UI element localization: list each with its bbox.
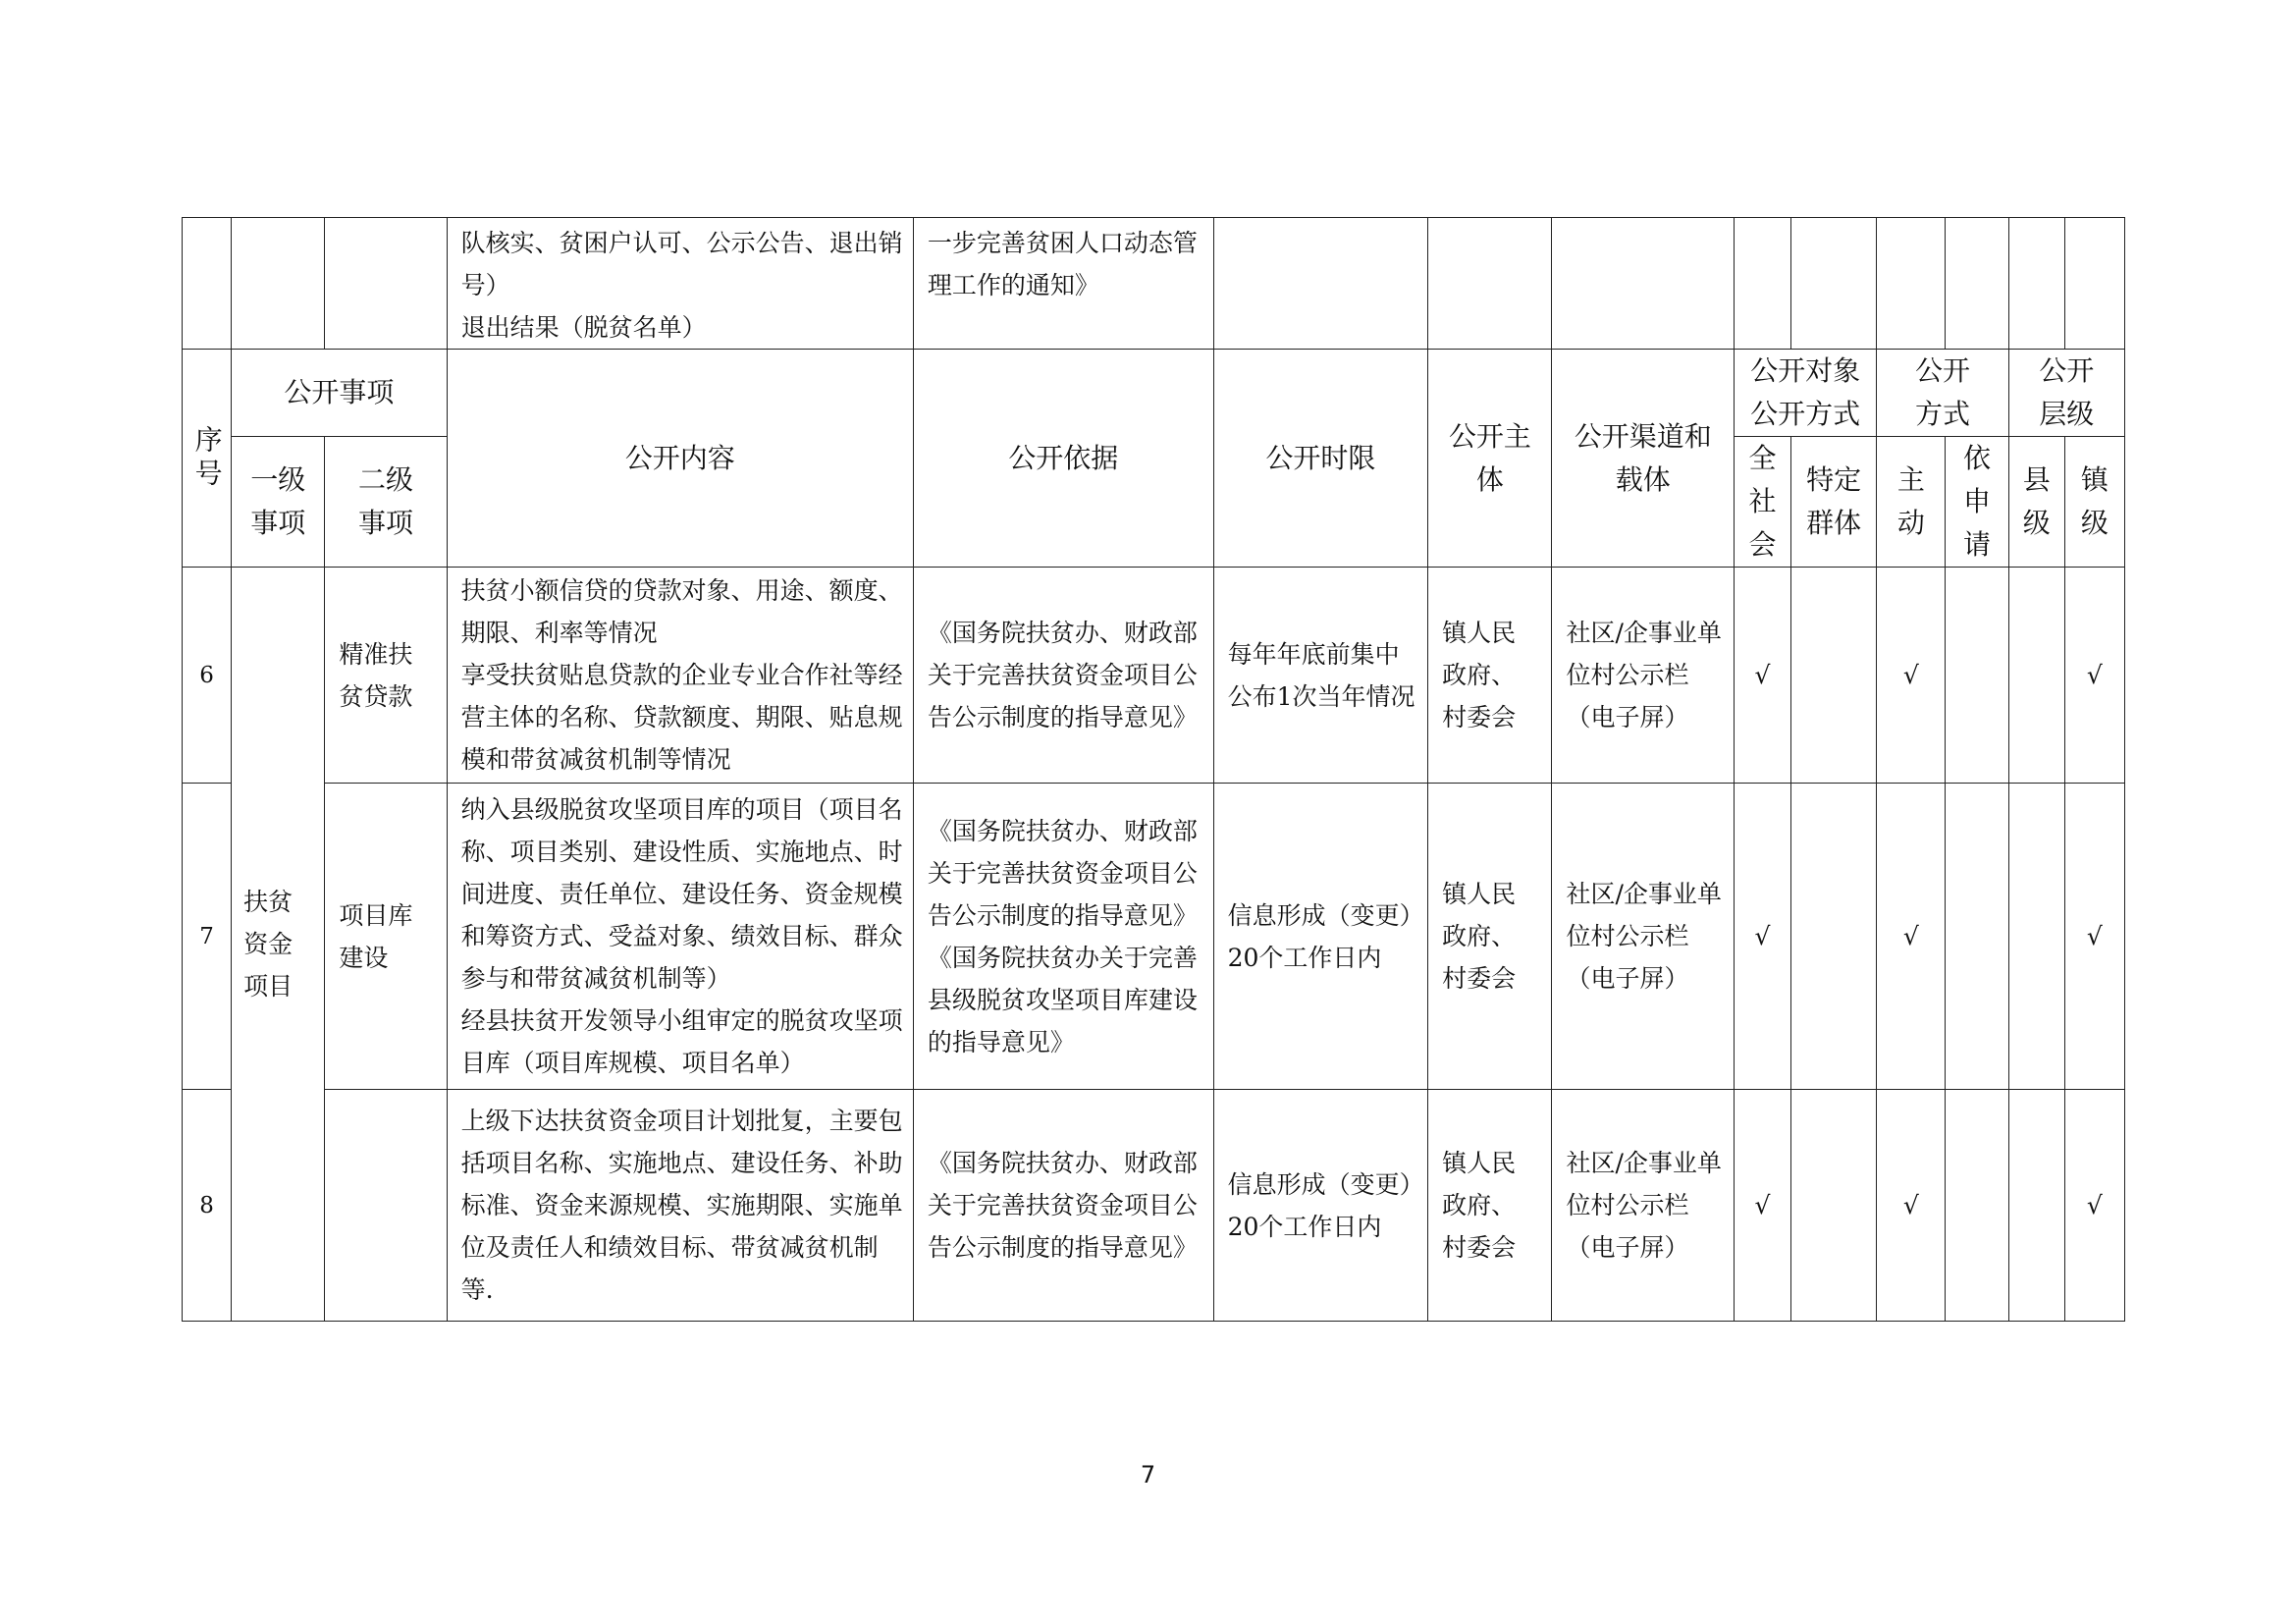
row-seq: 7 xyxy=(183,784,232,1090)
level1-line: 扶贫 xyxy=(243,888,294,916)
header-target xyxy=(1734,350,1876,437)
basis-paragraph: 《国务院扶贫办、财政部关于完善扶贫资金项目公告公示制度的指导意见》 xyxy=(927,1149,1198,1262)
check-all: √ xyxy=(1734,784,1790,1090)
check-request xyxy=(1946,568,2008,784)
header-time: 公开时限 xyxy=(1213,350,1428,568)
basis-paragraph: 《国务院扶贫办、财政部关于完善扶贫资金项目公告公示制度的指导意见》 xyxy=(927,619,1198,731)
row-level2 xyxy=(325,1090,447,1322)
page-number: 7 xyxy=(1140,1461,1156,1489)
header-channel-line: 载体 xyxy=(1615,462,1671,496)
header-channel xyxy=(1552,350,1734,568)
cont-basis-line: 一步完善贫困人口动态管理工作的通知》 xyxy=(927,229,1198,299)
header-level2-line: 二级 xyxy=(358,463,414,496)
check-county xyxy=(2008,784,2064,1090)
table-row xyxy=(183,784,2125,1090)
header-level xyxy=(2008,350,2124,437)
header-method-line: 方式 xyxy=(1914,398,1970,430)
header-level-town xyxy=(2064,437,2124,568)
cont-empty-cell xyxy=(2064,218,2124,350)
header-level-county xyxy=(2008,437,2064,568)
header-method-active-char: 主 xyxy=(1896,463,1925,496)
cont-content-line: 退出结果（脱贫名单） xyxy=(460,313,707,342)
row-basis xyxy=(913,784,1213,1090)
cont-empty-cell xyxy=(1734,218,1790,350)
level2-line: 项目库 xyxy=(339,900,413,930)
cont-seq-cell xyxy=(183,218,232,350)
continuation-row xyxy=(183,218,2125,350)
header-target-specific xyxy=(1791,437,1877,568)
header-subject-line: 体 xyxy=(1475,462,1504,496)
header-target-all-char: 会 xyxy=(1748,528,1777,561)
level1-line: 资金 xyxy=(243,930,294,958)
content-paragraph: 享受扶贫贴息贷款的企业专业合作社等经营主体的名称、贷款额度、期限、贴息规模和带贫减贫机制等情况 xyxy=(460,661,903,774)
check-active: √ xyxy=(1877,568,1946,784)
content-paragraph: 上级下达扶贫资金项目计划批复，主要包括项目名称、实施地点、建设任务、补助标准、资金来源规模、实施期限、实施单位及责任人和绩效目标、带贫减贫机制等. xyxy=(460,1107,903,1304)
header-level-line: 层级 xyxy=(2039,398,2095,430)
cont-empty-cell xyxy=(1552,218,1734,350)
row-subject: 镇人民政府、村委会 xyxy=(1428,1090,1552,1322)
check-county xyxy=(2008,568,2064,784)
table-row xyxy=(183,568,2125,784)
header-target-all-char: 全 xyxy=(1748,442,1777,474)
check-town: √ xyxy=(2064,784,2124,1090)
header-level-county-char: 级 xyxy=(2022,507,2051,539)
header-row-1 xyxy=(183,350,2125,437)
basis-paragraph: 《国务院扶贫办、财政部关于完善扶贫资金项目公告公示制度的指导意见》 xyxy=(927,816,1198,930)
header-level-county-char: 县 xyxy=(2022,463,2051,496)
check-specific xyxy=(1791,1090,1877,1322)
header-level2-line: 事项 xyxy=(358,507,414,539)
row-level2 xyxy=(325,784,447,1090)
row-seq: 6 xyxy=(183,568,232,784)
header-level1-line: 一级 xyxy=(250,463,306,496)
check-all: √ xyxy=(1734,568,1790,784)
header-level-line: 公开 xyxy=(2039,354,2095,387)
level2-line: 精准扶 xyxy=(339,639,413,669)
header-method-request xyxy=(1946,437,2008,568)
row-content xyxy=(447,784,913,1090)
level1-merged-cell xyxy=(232,568,325,1322)
cont-basis-cell xyxy=(913,218,1213,350)
header-target-all xyxy=(1734,437,1790,568)
header-level2 xyxy=(325,437,447,568)
check-specific xyxy=(1791,784,1877,1090)
check-active: √ xyxy=(1877,784,1946,1090)
header-method-active xyxy=(1877,437,1946,568)
content-paragraph: 扶贫小额信贷的贷款对象、用途、额度、期限、利率等情况 xyxy=(460,576,903,647)
check-specific xyxy=(1791,568,1877,784)
header-target-line: 公开对象 xyxy=(1750,354,1861,387)
cont-empty-cell xyxy=(2008,218,2064,350)
table-row xyxy=(183,1090,2125,1322)
header-seq: 序号 xyxy=(183,350,232,568)
header-level-town-char: 级 xyxy=(2080,507,2109,539)
header-target-specific-line: 特定 xyxy=(1806,463,1862,496)
row-time: 信息形成（变更）20个工作日内 xyxy=(1213,1090,1428,1322)
cont-empty-cell xyxy=(1213,218,1428,350)
header-method-request-char: 依 xyxy=(1963,442,1992,474)
row-content xyxy=(447,568,913,784)
header-method-request-char: 申 xyxy=(1963,485,1992,517)
cont-level1-cell xyxy=(232,218,325,350)
row-channel: 社区/企事业单位村公示栏（电子屏） xyxy=(1552,784,1734,1090)
cont-empty-cell xyxy=(1946,218,2008,350)
header-level1 xyxy=(232,437,325,568)
header-basis: 公开依据 xyxy=(913,350,1213,568)
content-paragraph: 经县扶贫开发领导小组审定的脱贫攻坚项目库（项目库规模、项目名单） xyxy=(460,1006,903,1077)
check-town: √ xyxy=(2064,568,2124,784)
header-content: 公开内容 xyxy=(447,350,913,568)
header-method-request-char: 请 xyxy=(1963,528,1992,561)
cont-empty-cell xyxy=(1428,218,1552,350)
cont-content-cell xyxy=(447,218,913,350)
row-seq: 8 xyxy=(183,1090,232,1322)
row-time: 每年年底前集中公布1次当年情况 xyxy=(1213,568,1428,784)
row-level2 xyxy=(325,568,447,784)
header-method-active-char: 动 xyxy=(1896,507,1925,539)
level1-line: 项目 xyxy=(243,972,294,1001)
header-target-specific-line: 群体 xyxy=(1806,507,1862,539)
cont-empty-cell xyxy=(1791,218,1877,350)
row-subject: 镇人民政府、村委会 xyxy=(1428,784,1552,1090)
row-time: 信息形成（变更）20个工作日内 xyxy=(1213,784,1428,1090)
header-method xyxy=(1877,350,2008,437)
row-subject: 镇人民政府、村委会 xyxy=(1428,568,1552,784)
header-method-line: 公开 xyxy=(1914,354,1970,387)
cont-empty-cell xyxy=(1877,218,1946,350)
header-target-line: 公开方式 xyxy=(1750,398,1861,430)
row-content xyxy=(447,1090,913,1322)
header-subject xyxy=(1428,350,1552,568)
header-items: 公开事项 xyxy=(232,350,448,437)
row-channel: 社区/企事业单位村公示栏（电子屏） xyxy=(1552,568,1734,784)
header-channel-line: 公开渠道和 xyxy=(1574,419,1712,453)
disclosure-table xyxy=(182,217,2125,1322)
check-all: √ xyxy=(1734,1090,1790,1322)
check-county xyxy=(2008,1090,2064,1322)
check-town: √ xyxy=(2064,1090,2124,1322)
header-level-town-char: 镇 xyxy=(2080,463,2109,496)
cont-level2-cell xyxy=(325,218,447,350)
header-level1-line: 事项 xyxy=(250,507,306,539)
row-basis xyxy=(913,1090,1213,1322)
header-subject-line: 公开主 xyxy=(1448,419,1531,453)
row-channel: 社区/企事业单位村公示栏（电子屏） xyxy=(1552,1090,1734,1322)
content-paragraph: 纳入县级脱贫攻坚项目库的项目（项目名称、项目类别、建设性质、实施地点、时间进度、责任单位、建设任务、资金规模和筹资方式、受益对象、绩效目标、群众参与和带贫减贫机制等） xyxy=(460,795,903,993)
row-basis xyxy=(913,568,1213,784)
check-active: √ xyxy=(1877,1090,1946,1322)
header-target-all-char: 社 xyxy=(1748,485,1777,517)
basis-paragraph: 《国务院扶贫办关于完善县级脱贫攻坚项目库建设的指导意见》 xyxy=(927,943,1198,1056)
check-request xyxy=(1946,1090,2008,1322)
level2-line: 建设 xyxy=(339,943,389,972)
check-request xyxy=(1946,784,2008,1090)
level2-line: 贫贷款 xyxy=(339,681,413,711)
cont-content-line: 队核实、贫困户认可、公示公告、退出销号） xyxy=(460,229,903,299)
